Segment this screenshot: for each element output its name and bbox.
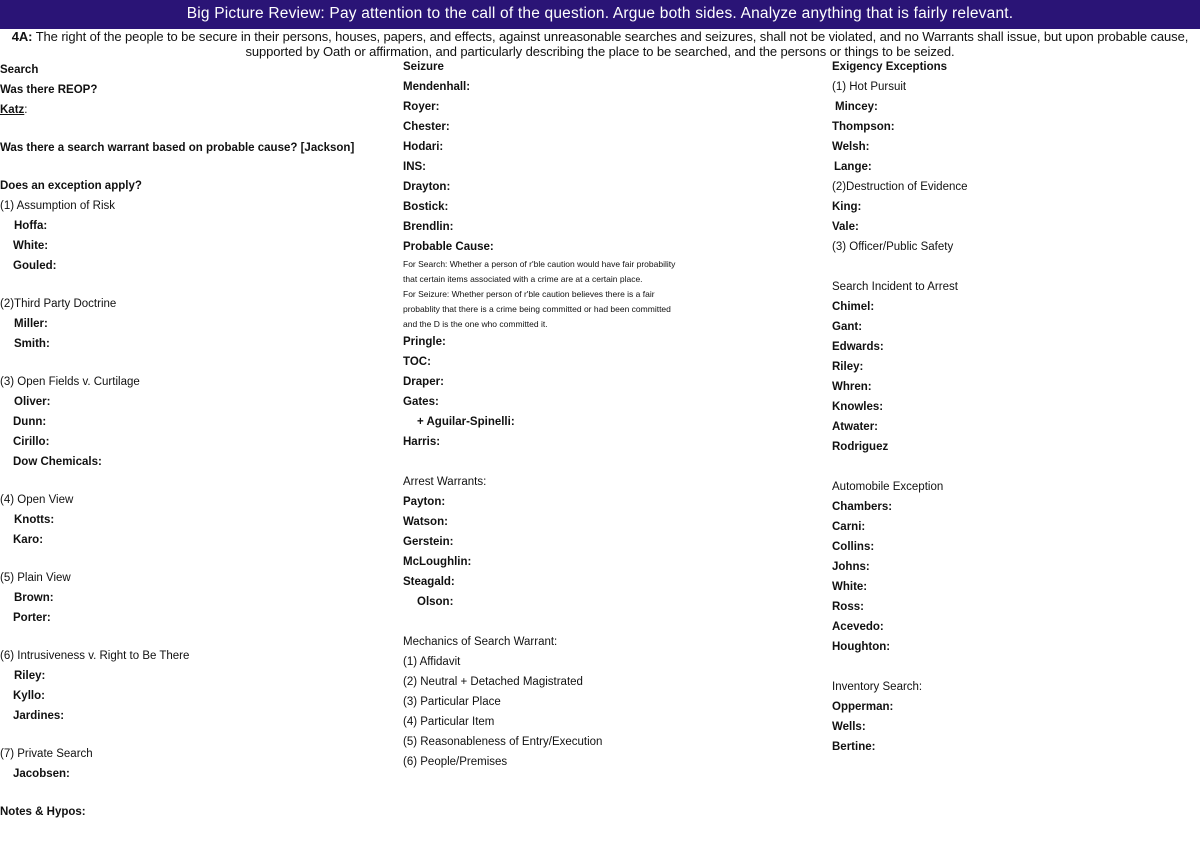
intrusiveness: (6) Intrusiveness v. Right to Be There	[0, 650, 190, 662]
mechanics-affidavit: (1) Affidavit	[403, 656, 461, 668]
exigency-column	[832, 57, 1192, 757]
case-smith: Smith:	[14, 338, 50, 350]
case-pringle: Pringle:	[403, 336, 446, 348]
case-collins: Collins:	[832, 541, 875, 553]
case-acevedo: Acevedo:	[832, 621, 884, 633]
case-harris: Harris:	[403, 436, 441, 448]
case-welsh: Welsh:	[832, 141, 870, 153]
case-jardines: Jardines:	[13, 710, 65, 722]
mechanics-reasonableness: (5) Reasonableness of Entry/Execution	[403, 736, 603, 748]
amendment-body: The right of the people to be secure in their persons, houses, papers, and effects, against unreasonable searches and seizures, shall not be violated, and no Warrants shall issue, but upon probable cause, supported by Oath or affirmation, and particularly describing the place to be searched, and the persons or things to be seized.	[35, 29, 1189, 59]
case-chambers: Chambers:	[832, 501, 893, 513]
case-aguilar-spinelli: + Aguilar-Spinelli:	[417, 416, 515, 428]
case-kyllo: Kyllo:	[13, 690, 45, 702]
case-ross: Ross:	[832, 601, 864, 613]
fourth-amendment-text	[0, 29, 1200, 59]
case-royer: Royer:	[403, 101, 440, 113]
case-thompson: Thompson:	[832, 121, 895, 133]
case-watson: Watson:	[403, 516, 448, 528]
inventory-search: Inventory Search:	[832, 681, 923, 693]
officer-public-safety: (3) Officer/Public Safety	[832, 241, 954, 253]
mechanics-item: (4) Particular Item	[403, 716, 495, 728]
case-white: White:	[13, 240, 49, 252]
private-search: (7) Private Search	[0, 748, 93, 760]
case-miller: Miller:	[14, 318, 48, 330]
case-carni: Carni:	[832, 521, 866, 533]
case-oliver: Oliver:	[14, 396, 51, 408]
case-atwater: Atwater:	[832, 421, 879, 433]
case-payton: Payton:	[403, 496, 446, 508]
case-knowles: Knowles:	[832, 401, 884, 413]
case-gouled: Gouled:	[13, 260, 57, 272]
pc-search-line-2: that certain items associated with a crime are at a certain place.	[403, 274, 643, 284]
case-hodari: Hodari:	[403, 141, 444, 153]
case-jacobsen: Jacobsen:	[13, 768, 70, 780]
case-draper: Draper:	[403, 376, 444, 388]
seizure-heading: Seizure	[403, 61, 444, 73]
warrant-question: Was there a search warrant based on probable cause? [Jackson]	[0, 142, 355, 154]
case-ins: INS:	[403, 161, 426, 173]
open-view: (4) Open View	[0, 494, 74, 506]
mechanics-heading: Mechanics of Search Warrant:	[403, 636, 558, 648]
assumption-of-risk: (1) Assumption of Risk	[0, 200, 116, 212]
case-white-auto: White:	[832, 581, 868, 593]
case-steagald: Steagald:	[403, 576, 455, 588]
notes-and-hypos: Notes & Hypos:	[0, 806, 86, 818]
katz-case: Katz	[0, 104, 25, 116]
case-mincey: Mincey:	[835, 101, 878, 113]
case-wells: Wells:	[832, 721, 866, 733]
exigency-heading: Exigency Exceptions	[832, 61, 948, 73]
case-drayton: Drayton:	[403, 181, 451, 193]
case-johns: Johns:	[832, 561, 870, 573]
reop-question: Was there REOP?	[0, 84, 98, 96]
case-houghton: Houghton:	[832, 641, 891, 653]
case-dow: Dow Chemicals:	[13, 456, 102, 468]
case-bostick: Bostick:	[403, 201, 449, 213]
case-bertine: Bertine:	[832, 741, 876, 753]
case-cirillo: Cirillo:	[13, 436, 50, 448]
katz-colon: :	[24, 104, 28, 116]
case-porter: Porter:	[13, 612, 51, 624]
pc-seizure-line-1: For Seizure: Whether person of r'ble caution believes there is a fair	[403, 289, 655, 299]
case-hoffa: Hoffa:	[14, 220, 48, 232]
amendment-label: 4A:	[11, 29, 33, 44]
seizure-column	[403, 57, 803, 772]
case-mcloughlin: McLoughlin:	[403, 556, 472, 568]
case-brown: Brown:	[14, 592, 54, 604]
mechanics-people-premises: (6) People/Premises	[403, 756, 508, 768]
case-chimel: Chimel:	[832, 301, 875, 313]
case-riley-sita: Riley:	[832, 361, 864, 373]
case-knotts: Knotts:	[14, 514, 55, 526]
case-king: King:	[832, 201, 862, 213]
pc-seizure-line-2: probablity that there is a crime being committed or had been committed	[403, 304, 671, 314]
automobile-exception: Automobile Exception	[832, 481, 944, 493]
destruction-of-evidence: (2)Destruction of Evidence	[832, 181, 968, 193]
case-gant: Gant:	[832, 321, 863, 333]
case-dunn: Dunn:	[13, 416, 47, 428]
hot-pursuit: (1) Hot Pursuit	[832, 81, 907, 93]
katz-line	[0, 100, 395, 120]
plain-view: (5) Plain View	[0, 572, 71, 584]
third-party-doctrine: (2)Third Party Doctrine	[0, 298, 117, 310]
page-banner: Big Picture Review: Pay attention to the call of the question. Argue both sides. Analyze anything that is fairly relevant.	[0, 0, 1200, 29]
case-chester: Chester:	[403, 121, 450, 133]
arrest-warrants-heading: Arrest Warrants:	[403, 476, 487, 488]
case-karo: Karo:	[13, 534, 44, 546]
mechanics-magistrate: (2) Neutral + Detached Magistrated	[403, 676, 583, 688]
pc-seizure-line-3: and the D is the one who committed it.	[403, 319, 548, 329]
case-gerstein: Gerstein:	[403, 536, 454, 548]
search-incident-to-arrest: Search Incident to Arrest	[832, 281, 958, 293]
case-lange: Lange:	[834, 161, 872, 173]
search-column	[0, 60, 395, 822]
mechanics-place: (3) Particular Place	[403, 696, 501, 708]
case-rodriguez: Rodriguez	[832, 441, 889, 453]
case-whren: Whren:	[832, 381, 872, 393]
case-vale: Vale:	[832, 221, 859, 233]
exception-question: Does an exception apply?	[0, 180, 142, 192]
case-gates: Gates:	[403, 396, 439, 408]
search-heading: Search	[0, 64, 39, 76]
pc-search-line-1: For Search: Whether a person of r'ble caution would have fair probability	[403, 259, 676, 269]
case-toc: TOC:	[403, 356, 431, 368]
case-opperman: Opperman:	[832, 701, 894, 713]
case-riley: Riley:	[14, 670, 46, 682]
case-mendenhall: Mendenhall:	[403, 81, 471, 93]
case-brendlin: Brendlin:	[403, 221, 454, 233]
case-olson: Olson:	[417, 596, 454, 608]
open-fields: (3) Open Fields v. Curtilage	[0, 376, 140, 388]
case-edwards: Edwards:	[832, 341, 884, 353]
probable-cause-heading: Probable Cause:	[403, 241, 494, 253]
